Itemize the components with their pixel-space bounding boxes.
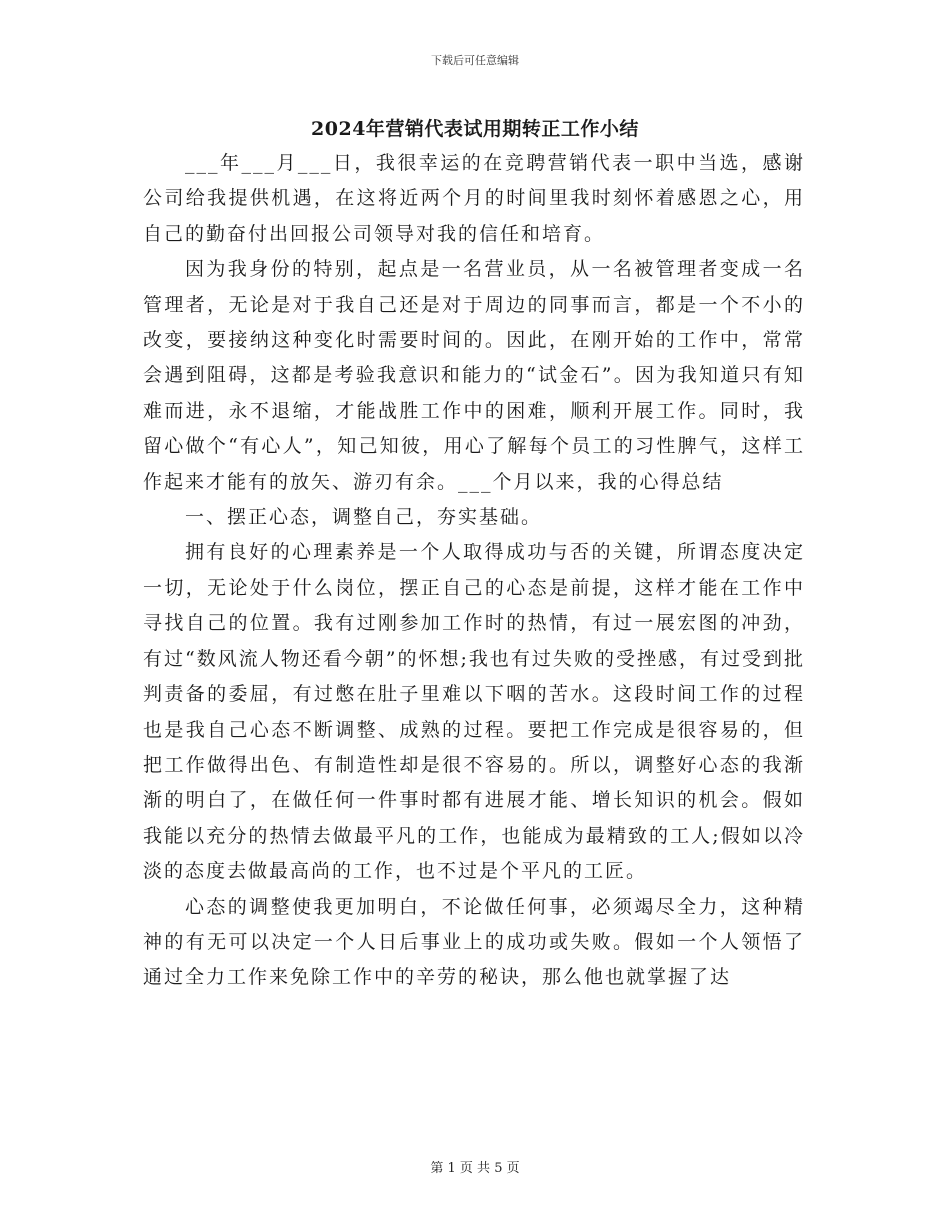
paragraph-effort: 心态的调整使我更加明白，不论做任何事，必须竭尽全力，这种精神的有无可以决定一个人日后事业上的成功或失败。假如一个人领悟了通过全力工作来免除工作中的辛劳的秘诀，那么他也就掌握了达 [143, 895, 805, 989]
paragraph-intro: ___年___月___日，我很幸运的在竞聘营销代表一职中当选，感谢公司给我提供机遇，在这将近两个月的时间里我时刻怀着感恩之心，用自己的勤奋付出回报公司领导对我的信任和培育。 [143, 152, 805, 245]
paragraph-role-change: 因为我身份的特别，起点是一名营业员，从一名被管理者变成一名管理者，无论是对于我自己还是对于周边的同事而言，都是一个不小的改变，要接纳这种变化时需要时间的。因此，在刚开始的工作中，常常会遇到阻碍，这都是考验我意识和能力的“试金石”。因为我知道只有知难而进，永不退缩，才能战胜工作中的困难，顺利开展工作。同时，我留心做个“有心人”，知己知彼，用心了解每个员工的习性脾气，这样工作起来才能有的放矢、游刃有余。___个月以来，我的心得总结 [143, 258, 805, 493]
download-edit-note: 下载后可任意编辑 [431, 54, 519, 67]
paragraph-mindset: 拥有良好的心理素养是一个人取得成功与否的关键，所谓态度决定一切，无论处于什么岗位，摆正自己的心态是前提，这样才能在工作中寻找自己的位置。我有过刚参加工作时的热情，有过一展宏图的冲劲，有过“数风流人物还看今朝”的怀想;我也有过失败的受挫感，有过受到批判责备的委屈，有过憋在肚子里难以下咽的苦水。这段时间工作的过程也是我自己心态不断调整、成熟的过程。要把工作完成是很容易的，但把工作做得出色、有制造性却是很不容易的。所以，调整好心态的我渐渐的明白了，在做任何一件事时都有进展才能、增长知识的机会。假如我能以充分的热情去做最平凡的工作，也能成为最精致的工人;假如以冷淡的态度去做最高尚的工作，也不过是个平凡的工匠。 [143, 541, 805, 883]
section-heading-1: 一、摆正心态，调整自己，夯实基础。 [185, 506, 543, 529]
page-number: 第 1 页 共 5 页 [430, 1161, 520, 1176]
document-body [143, 146, 805, 996]
document-title: 2024年营销代表试用期转正工作小结 [311, 118, 639, 140]
